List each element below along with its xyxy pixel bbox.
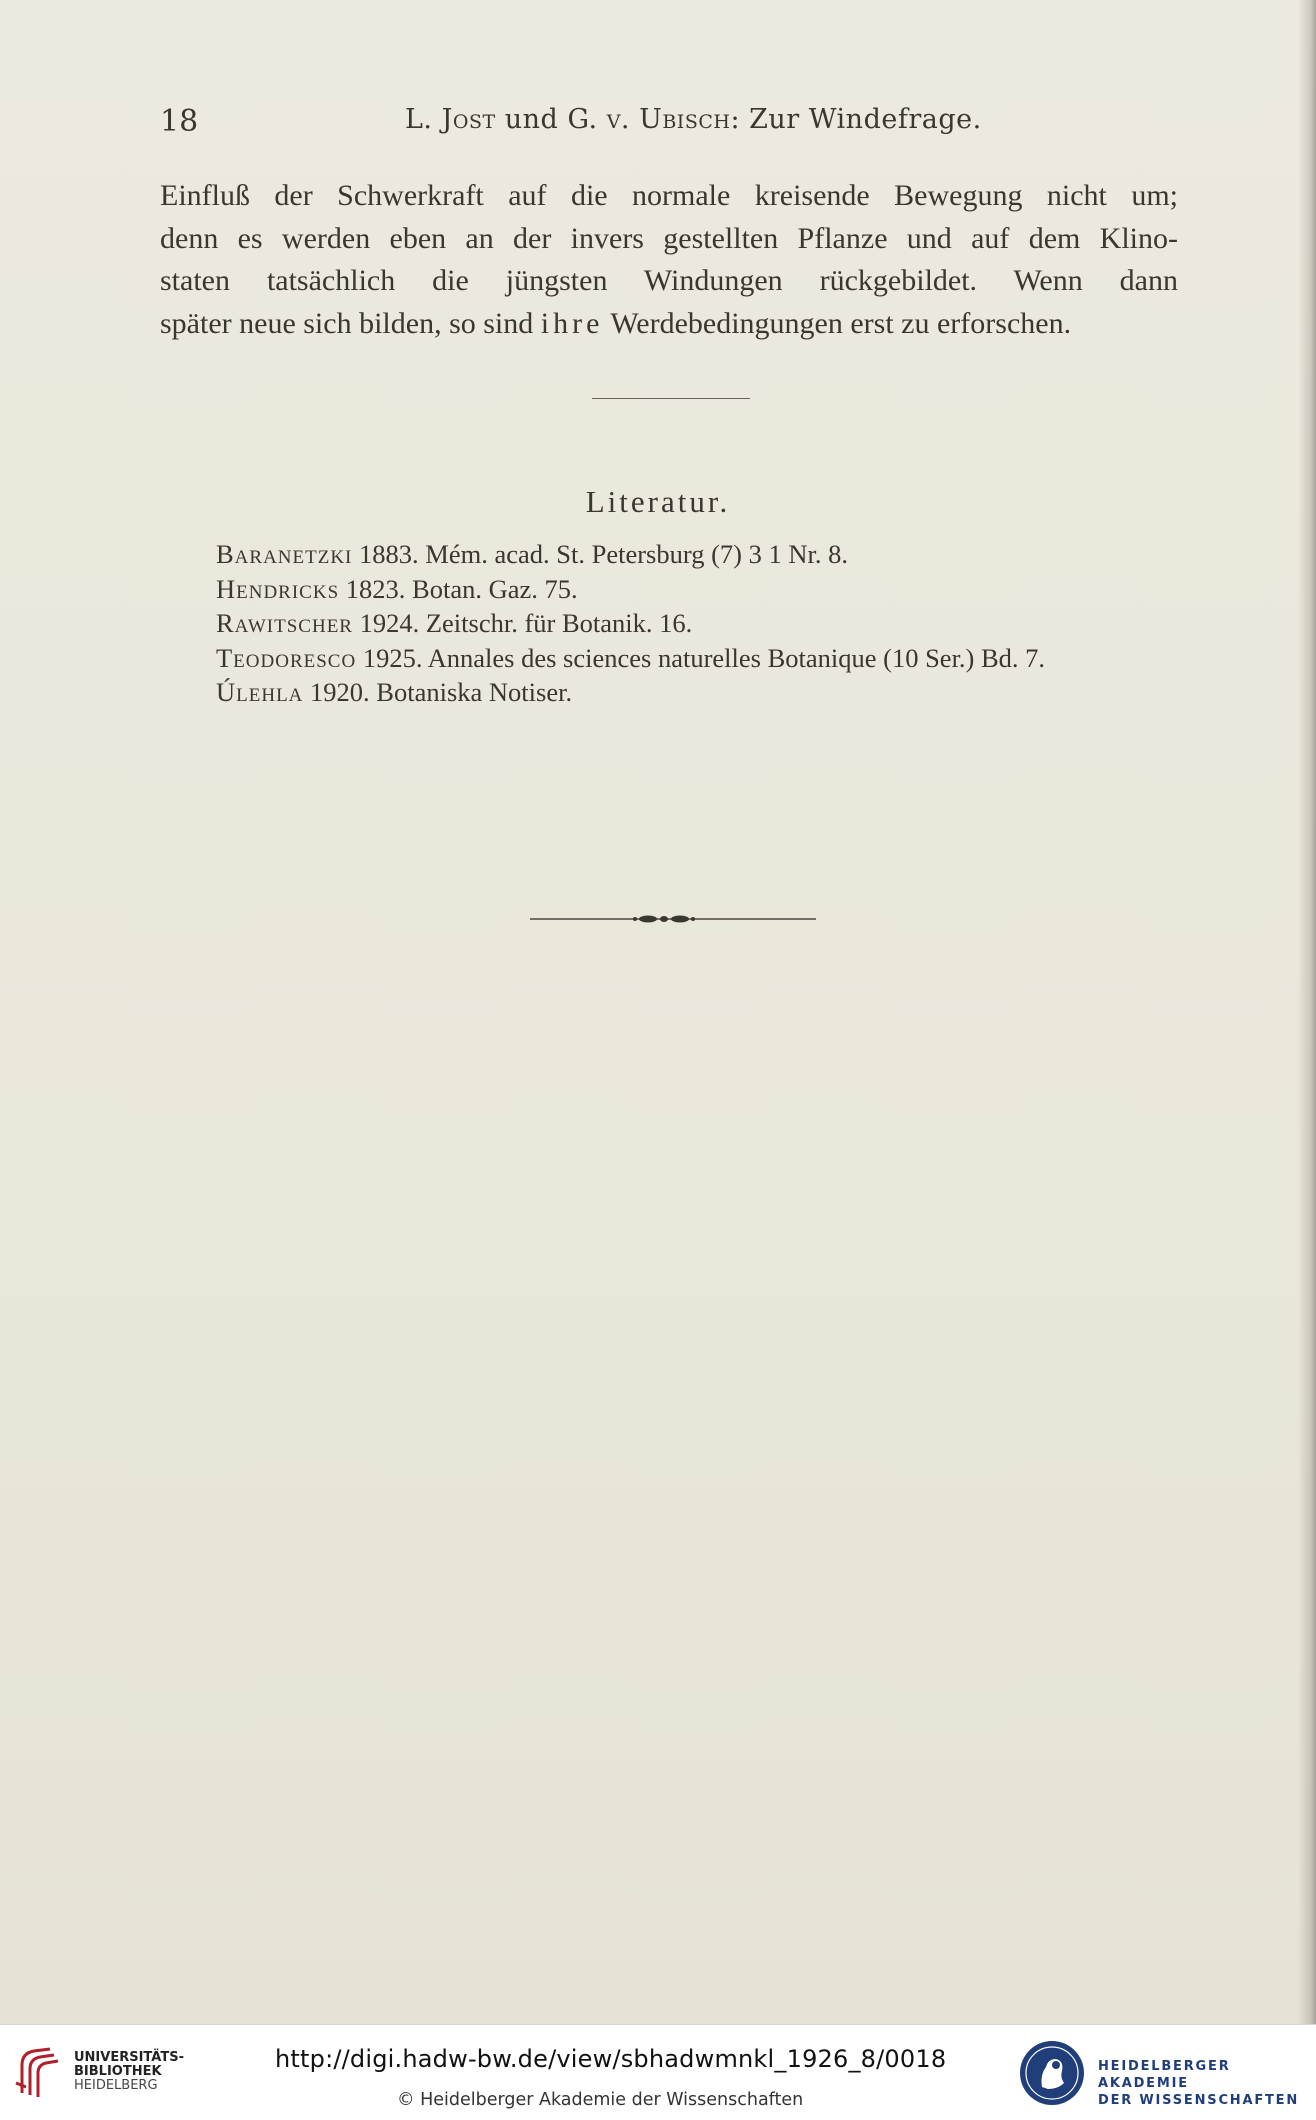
emphasized-word: ihre xyxy=(540,306,604,340)
body-paragraph xyxy=(160,175,1178,345)
academy-line: DER WISSENSCHAFTEN xyxy=(1098,2093,1300,2108)
body-line-last xyxy=(160,303,1178,346)
library-line: BIBLIOTHEK xyxy=(74,2064,162,2079)
body-line-text: Werdebedingungen erst zu erforschen. xyxy=(603,306,1072,340)
library-line: UNIVERSITÄTS- xyxy=(74,2050,184,2065)
reference-details: 1883. Mém. acad. St. Petersburg (7) 3 1 Nr. 8. xyxy=(352,539,848,569)
author-1: L. Jost xyxy=(405,104,496,135)
academy-name xyxy=(1098,2058,1316,2109)
literature-heading: Literatur. xyxy=(585,484,731,519)
footer-bar xyxy=(0,2024,1316,2120)
body-line-text: später neue sich bilden, so sind xyxy=(160,306,541,340)
reference-details: 1925. Annales des sciences naturelles Botanique (10 Ser.) Bd. 7. xyxy=(356,642,1046,673)
university-library-name xyxy=(74,2051,184,2093)
reference-author: Hendricks xyxy=(216,573,340,604)
reference-details: 1823. Botan. Gaz. 75. xyxy=(339,573,578,604)
section-divider xyxy=(592,398,750,399)
reference-item xyxy=(216,606,1196,641)
conjunction: und xyxy=(504,104,559,135)
reference-list xyxy=(216,537,1196,710)
author-2: G. v. Ubisch xyxy=(567,104,731,135)
reference-details: 1920. Botaniska Notiser. xyxy=(303,677,573,707)
body-line: staten tatsächlich die jüngsten Windungen rückgebildet. Wenn dann xyxy=(160,264,1178,297)
reference-item xyxy=(216,641,1196,676)
library-line: HEIDELBERG xyxy=(74,2078,158,2093)
body-line: denn es werden eben an der invers gestellten Pflanze und auf dem Klino- xyxy=(160,221,1178,255)
reference-details: 1924. Zeitschr. für Botanik. 16. xyxy=(352,608,693,638)
reference-item xyxy=(216,675,1196,710)
reference-author: Úlehla xyxy=(216,677,304,707)
article-title: : Zur Windefrage. xyxy=(730,104,982,135)
reference-item xyxy=(216,572,1196,607)
academy-line: HEIDELBERGER AKADEMIE xyxy=(1098,2059,1231,2091)
running-head-title xyxy=(405,104,982,135)
reference-author: Baranetzki xyxy=(216,539,353,569)
body-line: Einfluß der Schwerkraft auf die normale kreisende Bewegung nicht um; xyxy=(160,179,1178,212)
reference-item xyxy=(216,537,1196,572)
reference-author: Teodoresco xyxy=(216,642,357,673)
permalink-url[interactable]: http://digi.hadw-bw.de/view/sbhadwmnkl_1926_8/0018 xyxy=(275,2045,947,2073)
running-head xyxy=(160,104,1180,144)
page-edge-shadow xyxy=(1298,0,1316,2024)
reference-author: Rawitscher xyxy=(216,608,353,638)
university-library-logo-icon[interactable] xyxy=(14,2043,60,2101)
academy-seal-icon[interactable] xyxy=(1018,2037,1086,2109)
end-ornament xyxy=(530,912,816,926)
page-number: 18 xyxy=(160,104,199,139)
copyright-notice: © Heidelberger Akademie der Wissenschaften xyxy=(397,2090,804,2110)
